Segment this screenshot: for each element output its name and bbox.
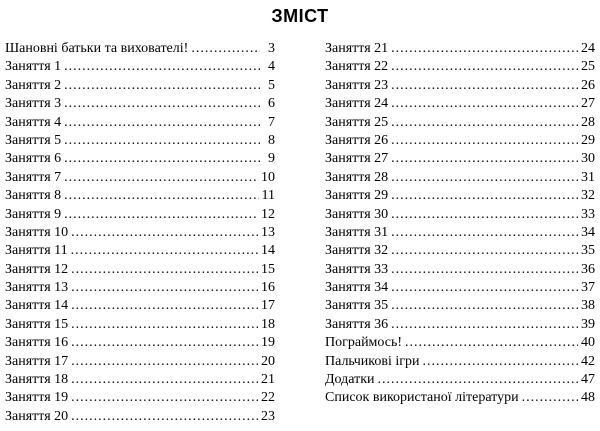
toc-entry bbox=[5, 114, 275, 132]
dot-leader bbox=[391, 261, 578, 279]
dot-leader bbox=[71, 334, 258, 352]
toc-entry-page-number: 15 bbox=[261, 261, 275, 277]
toc-entry-page-number: 32 bbox=[581, 188, 595, 204]
toc-entry-page-number: 23 bbox=[261, 408, 275, 424]
toc-entry-page-number: 3 bbox=[268, 41, 275, 56]
toc-entry bbox=[5, 206, 275, 224]
toc-entry-page-number: 11 bbox=[261, 188, 275, 204]
dot-leader bbox=[391, 40, 578, 58]
dot-leader bbox=[64, 95, 260, 113]
toc-entry-page-number: 17 bbox=[261, 298, 275, 314]
toc-entry bbox=[5, 150, 275, 168]
toc-entry-page-number: 19 bbox=[261, 335, 275, 351]
dot-leader bbox=[64, 187, 258, 205]
toc-entry-label: Заняття 30 bbox=[325, 206, 389, 222]
toc-entry-label: Шановні батьки та вихователі! bbox=[5, 41, 189, 56]
toc-entry-page-number: 20 bbox=[261, 353, 275, 369]
page-title: ЗМІСТ bbox=[271, 6, 329, 26]
toc-entry-label: Заняття 23 bbox=[325, 77, 389, 93]
dot-leader bbox=[391, 316, 578, 334]
toc-entry-page-number: 34 bbox=[581, 224, 595, 240]
toc-entry-label: Заняття 28 bbox=[325, 169, 389, 185]
toc-entry bbox=[325, 261, 595, 279]
toc-entry bbox=[325, 150, 595, 168]
toc-entry bbox=[5, 297, 275, 315]
toc-entry-page-number: 26 bbox=[581, 77, 595, 93]
toc-entry-page-number: 38 bbox=[581, 298, 595, 314]
toc-entry bbox=[325, 58, 595, 76]
dot-leader bbox=[391, 279, 578, 297]
toc-entry-label: Заняття 10 bbox=[5, 224, 69, 240]
toc-entry bbox=[325, 206, 595, 224]
dot-leader bbox=[71, 353, 258, 371]
toc-entry-page-number: 36 bbox=[581, 261, 595, 277]
toc-entry-label: Заняття 14 bbox=[5, 298, 69, 314]
toc-entry-page-number: 10 bbox=[261, 169, 275, 185]
dot-leader bbox=[64, 58, 260, 76]
toc-entry bbox=[325, 242, 595, 260]
toc-entry-page-number: 5 bbox=[268, 77, 275, 93]
toc-entry bbox=[5, 132, 275, 150]
dot-leader bbox=[71, 261, 258, 279]
toc-entry-label: Заняття 29 bbox=[325, 188, 389, 204]
toc-entry-label: Заняття 3 bbox=[5, 96, 62, 112]
toc-entry-label: Заняття 25 bbox=[325, 114, 389, 130]
toc-entry bbox=[325, 114, 595, 132]
toc-entry-page-number: 13 bbox=[261, 224, 275, 240]
toc-entry-page-number: 12 bbox=[261, 206, 275, 222]
toc-entry-page-number: 28 bbox=[581, 114, 595, 130]
toc-entry-page-number: 48 bbox=[581, 390, 595, 406]
toc-entry-page-number: 33 bbox=[581, 206, 595, 222]
toc-entry-page-number: 14 bbox=[261, 243, 275, 259]
toc-entry-label: Заняття 6 bbox=[5, 151, 62, 167]
toc-entry-page-number: 39 bbox=[581, 316, 595, 332]
toc-entry bbox=[5, 316, 275, 334]
toc-entry-page-number: 21 bbox=[261, 372, 275, 388]
toc-entry bbox=[325, 297, 595, 315]
toc-entry-label: Заняття 24 bbox=[325, 96, 389, 112]
toc-entry bbox=[325, 371, 595, 389]
toc-entry-page-number: 9 bbox=[268, 151, 275, 167]
dot-leader bbox=[391, 169, 578, 187]
toc-entry-label: Додатки bbox=[325, 372, 375, 388]
toc-entry-label: Заняття 11 bbox=[5, 243, 68, 259]
toc-entry-page-number: 6 bbox=[268, 96, 275, 112]
dot-leader bbox=[71, 224, 258, 242]
toc-entry-label: Заняття 17 bbox=[5, 353, 69, 369]
toc-entry bbox=[5, 371, 275, 389]
toc-entry bbox=[5, 261, 275, 279]
toc-entry-page-number: 42 bbox=[581, 353, 595, 369]
toc-entry bbox=[5, 40, 275, 58]
toc-entry-label: Пограймось! bbox=[325, 335, 403, 351]
toc-entry-page-number: 35 bbox=[581, 243, 595, 259]
dot-leader bbox=[71, 408, 258, 426]
dot-leader bbox=[64, 77, 260, 95]
toc-entry-page-number: 40 bbox=[581, 335, 595, 351]
toc-entry bbox=[5, 389, 275, 407]
toc-entry-page-number: 16 bbox=[261, 280, 275, 296]
dot-leader bbox=[71, 297, 258, 315]
toc-entry-page-number: 30 bbox=[581, 151, 595, 167]
dot-leader bbox=[71, 242, 258, 260]
dot-leader bbox=[391, 242, 578, 260]
toc-entry-label: Заняття 27 bbox=[325, 151, 389, 167]
toc-entry-page-number: 18 bbox=[261, 316, 275, 332]
dot-leader bbox=[522, 389, 578, 407]
toc-entry bbox=[325, 389, 595, 407]
toc-entry bbox=[325, 132, 595, 150]
toc-entry-label: Заняття 35 bbox=[325, 298, 389, 314]
toc-entry bbox=[325, 169, 595, 187]
toc-entry bbox=[325, 334, 595, 352]
toc-entry bbox=[5, 95, 275, 113]
toc-entry bbox=[325, 279, 595, 297]
toc-entry-label: Заняття 21 bbox=[325, 41, 389, 56]
dot-leader bbox=[191, 40, 260, 58]
dot-leader bbox=[64, 150, 260, 168]
toc-entry-label: Заняття 1 bbox=[5, 59, 62, 75]
toc-entry-label: Заняття 36 bbox=[325, 316, 389, 332]
toc-entry-label: Заняття 13 bbox=[5, 280, 69, 296]
toc-entry-label: Заняття 9 bbox=[5, 206, 62, 222]
toc-entry-page-number: 24 bbox=[581, 41, 595, 56]
toc-entry bbox=[5, 334, 275, 352]
toc-entry-page-number: 37 bbox=[581, 280, 595, 296]
dot-leader bbox=[423, 353, 579, 371]
toc-entry bbox=[325, 316, 595, 334]
toc-entry-label: Заняття 33 bbox=[325, 261, 389, 277]
toc-entry-label: Заняття 7 bbox=[5, 169, 62, 185]
dot-leader bbox=[391, 187, 578, 205]
toc-entry-label: Заняття 15 bbox=[5, 316, 69, 332]
toc-entry-page-number: 47 bbox=[581, 372, 595, 388]
toc-entry-label: Список використаної літератури bbox=[325, 390, 519, 406]
toc-entry bbox=[5, 353, 275, 371]
toc-entry bbox=[325, 187, 595, 205]
dot-leader bbox=[64, 206, 258, 224]
dot-leader bbox=[71, 389, 258, 407]
toc-entry bbox=[5, 279, 275, 297]
toc-entry-page-number: 7 bbox=[268, 114, 275, 130]
dot-leader bbox=[391, 77, 578, 95]
toc-entry-label: Заняття 18 bbox=[5, 372, 69, 388]
dot-leader bbox=[391, 114, 578, 132]
toc-entry-label: Заняття 34 bbox=[325, 280, 389, 296]
dot-leader bbox=[71, 316, 258, 334]
toc-entry bbox=[5, 242, 275, 260]
toc-entry-label: Заняття 32 bbox=[325, 243, 389, 259]
toc-entry-label: Заняття 5 bbox=[5, 132, 62, 148]
dot-leader bbox=[71, 371, 258, 389]
toc-entry-label: Заняття 2 bbox=[5, 77, 62, 93]
dot-leader bbox=[391, 58, 578, 76]
toc-entry-label: Заняття 4 bbox=[5, 114, 62, 130]
dot-leader bbox=[391, 297, 578, 315]
toc-entry-page-number: 8 bbox=[268, 132, 275, 148]
toc-entry-label: Заняття 19 bbox=[5, 390, 69, 406]
dot-leader bbox=[391, 224, 578, 242]
toc-entry-page-number: 4 bbox=[268, 59, 275, 75]
toc-entry-label: Заняття 16 bbox=[5, 335, 69, 351]
toc-entry bbox=[5, 187, 275, 205]
toc-entry-page-number: 31 bbox=[581, 169, 595, 185]
dot-leader bbox=[391, 206, 578, 224]
toc-entry-page-number: 22 bbox=[261, 390, 275, 406]
toc-right-column bbox=[325, 40, 595, 408]
toc-entry-page-number: 25 bbox=[581, 59, 595, 75]
toc-entry-label: Заняття 8 bbox=[5, 188, 62, 204]
toc-entry bbox=[5, 408, 275, 426]
toc-entry bbox=[325, 77, 595, 95]
toc-entry-label: Заняття 12 bbox=[5, 261, 69, 277]
dot-leader bbox=[64, 114, 260, 132]
toc-entry-label: Заняття 20 bbox=[5, 408, 69, 424]
dot-leader bbox=[391, 132, 578, 150]
toc-entry bbox=[5, 169, 275, 187]
toc-entry bbox=[325, 353, 595, 371]
toc-entry-label: Заняття 22 bbox=[325, 59, 389, 75]
dot-leader bbox=[64, 169, 258, 187]
toc-entry bbox=[325, 95, 595, 113]
dot-leader bbox=[405, 334, 578, 352]
dot-leader bbox=[378, 371, 578, 389]
toc-entry-page-number: 27 bbox=[581, 96, 595, 112]
toc-entry bbox=[5, 224, 275, 242]
toc-entry-page-number: 29 bbox=[581, 132, 595, 148]
toc-entry bbox=[325, 224, 595, 242]
toc-entry bbox=[325, 40, 595, 58]
toc-entry-label: Заняття 31 bbox=[325, 224, 389, 240]
toc-entry-label: Заняття 26 bbox=[325, 132, 389, 148]
dot-leader bbox=[71, 279, 258, 297]
dot-leader bbox=[391, 95, 578, 113]
toc-left-column bbox=[5, 40, 275, 426]
dot-leader bbox=[391, 150, 578, 168]
dot-leader bbox=[64, 132, 260, 150]
toc-entry-label: Пальчикові ігри bbox=[325, 353, 420, 369]
toc-entry bbox=[5, 58, 275, 76]
toc-entry bbox=[5, 77, 275, 95]
